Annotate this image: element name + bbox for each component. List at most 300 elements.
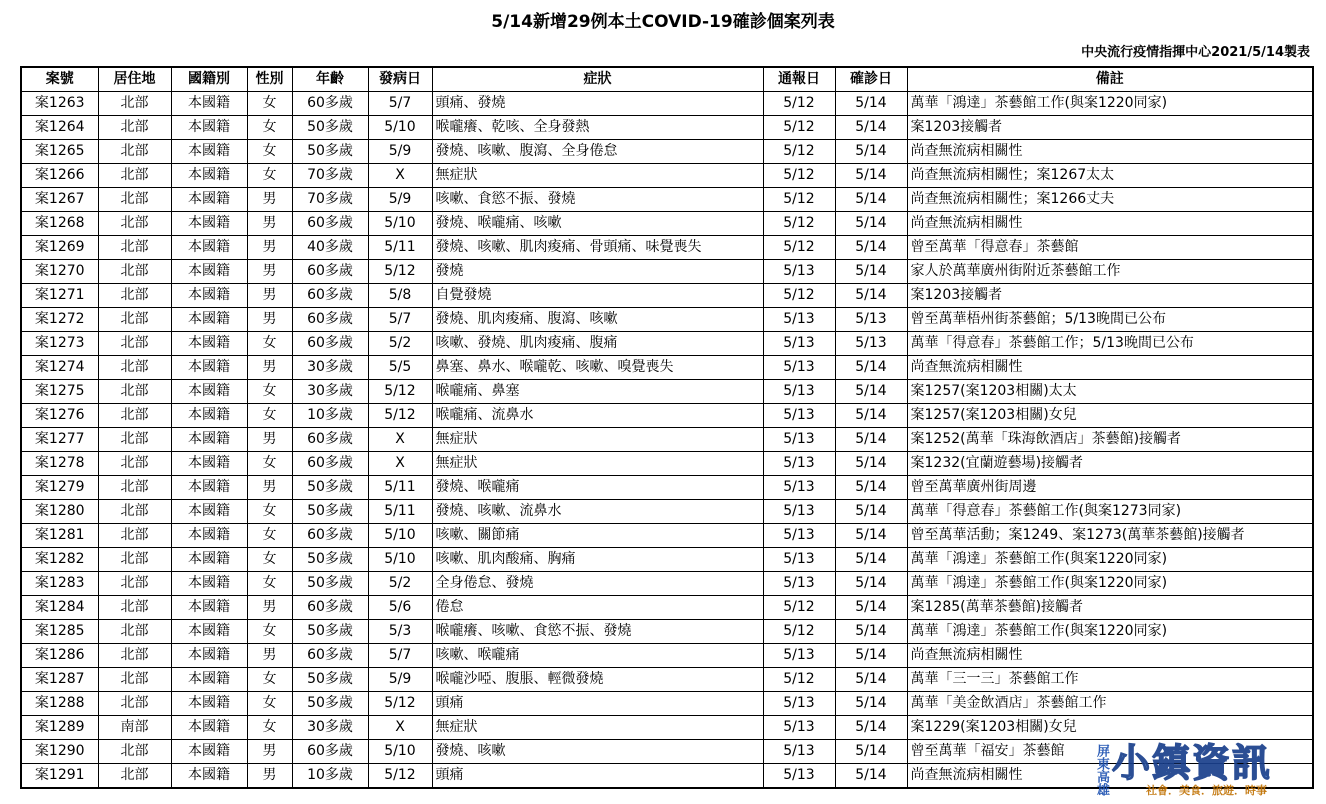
cell-report-date: 5/12 bbox=[763, 116, 835, 140]
cell-symptoms: 喉嚨痛、鼻塞 bbox=[432, 380, 763, 404]
cell-case-no: 案1289 bbox=[21, 716, 98, 740]
cell-remarks: 曾至萬華梧州街茶藝館；5/13晚間已公布 bbox=[907, 308, 1313, 332]
cell-remarks: 案1257(案1203相關)太太 bbox=[907, 380, 1313, 404]
table-row bbox=[21, 620, 1313, 644]
cell-confirm-date: 5/14 bbox=[835, 476, 907, 500]
cell-gender: 男 bbox=[247, 188, 292, 212]
cell-residence: 北部 bbox=[98, 644, 171, 668]
cell-gender: 女 bbox=[247, 404, 292, 428]
cell-gender: 男 bbox=[247, 260, 292, 284]
cell-gender: 男 bbox=[247, 644, 292, 668]
cell-nationality: 本國籍 bbox=[171, 188, 247, 212]
cell-residence: 南部 bbox=[98, 716, 171, 740]
cell-nationality: 本國籍 bbox=[171, 596, 247, 620]
cell-confirm-date: 5/14 bbox=[835, 428, 907, 452]
cell-nationality: 本國籍 bbox=[171, 644, 247, 668]
cell-nationality: 本國籍 bbox=[171, 260, 247, 284]
table-row bbox=[21, 428, 1313, 452]
cell-age: 60多歲 bbox=[292, 284, 368, 308]
cell-report-date: 5/12 bbox=[763, 668, 835, 692]
watermark-main-text: 小鎮資訊 bbox=[1112, 741, 1273, 785]
cell-gender: 女 bbox=[247, 572, 292, 596]
cell-report-date: 5/13 bbox=[763, 692, 835, 716]
cell-nationality: 本國籍 bbox=[171, 164, 247, 188]
cell-case-no: 案1279 bbox=[21, 476, 98, 500]
cell-age: 60多歲 bbox=[292, 212, 368, 236]
cell-onset-date: 5/12 bbox=[368, 380, 432, 404]
cell-onset-date: 5/12 bbox=[368, 260, 432, 284]
cell-symptoms: 發燒、咳嗽、流鼻水 bbox=[432, 500, 763, 524]
cell-confirm-date: 5/14 bbox=[835, 236, 907, 260]
cell-remarks: 尚查無流病相關性；案1267太太 bbox=[907, 164, 1313, 188]
cell-age: 50多歲 bbox=[292, 620, 368, 644]
cell-symptoms: 喉嚨沙啞、腹脹、輕微發燒 bbox=[432, 668, 763, 692]
cell-age: 10多歲 bbox=[292, 764, 368, 789]
cell-age: 30多歲 bbox=[292, 716, 368, 740]
cell-nationality: 本國籍 bbox=[171, 284, 247, 308]
cell-remarks: 案1229(案1203相關)女兒 bbox=[907, 716, 1313, 740]
cell-confirm-date: 5/14 bbox=[835, 740, 907, 764]
cell-confirm-date: 5/14 bbox=[835, 716, 907, 740]
cell-residence: 北部 bbox=[98, 668, 171, 692]
cell-gender: 女 bbox=[247, 92, 292, 116]
cell-age: 50多歲 bbox=[292, 548, 368, 572]
table-row bbox=[21, 284, 1313, 308]
cell-nationality: 本國籍 bbox=[171, 620, 247, 644]
header-onset-date: 發病日 bbox=[368, 67, 432, 92]
cell-age: 50多歲 bbox=[292, 476, 368, 500]
cell-gender: 女 bbox=[247, 332, 292, 356]
cell-remarks: 萬華「鴻達」茶藝館工作(與案1220同家) bbox=[907, 620, 1313, 644]
cell-case-no: 案1281 bbox=[21, 524, 98, 548]
cell-report-date: 5/13 bbox=[763, 308, 835, 332]
cell-remarks: 尚查無流病相關性 bbox=[907, 212, 1313, 236]
cell-confirm-date: 5/14 bbox=[835, 260, 907, 284]
cell-residence: 北部 bbox=[98, 140, 171, 164]
cell-case-no: 案1283 bbox=[21, 572, 98, 596]
cell-remarks: 萬華「得意春」茶藝館工作(與案1273同家) bbox=[907, 500, 1313, 524]
cell-report-date: 5/13 bbox=[763, 548, 835, 572]
cell-age: 10多歲 bbox=[292, 404, 368, 428]
cell-confirm-date: 5/14 bbox=[835, 380, 907, 404]
cell-case-no: 案1286 bbox=[21, 644, 98, 668]
cell-case-no: 案1274 bbox=[21, 356, 98, 380]
cell-onset-date: 5/10 bbox=[368, 524, 432, 548]
cell-symptoms: 發燒、肌肉痠痛、腹瀉、咳嗽 bbox=[432, 308, 763, 332]
cell-report-date: 5/12 bbox=[763, 140, 835, 164]
cell-age: 50多歲 bbox=[292, 140, 368, 164]
cell-residence: 北部 bbox=[98, 284, 171, 308]
cell-nationality: 本國籍 bbox=[171, 548, 247, 572]
cell-nationality: 本國籍 bbox=[171, 476, 247, 500]
table-row bbox=[21, 236, 1313, 260]
cell-onset-date: 5/10 bbox=[368, 548, 432, 572]
cell-report-date: 5/13 bbox=[763, 500, 835, 524]
cell-symptoms: 發燒、喉嚨痛、咳嗽 bbox=[432, 212, 763, 236]
cell-onset-date: 5/11 bbox=[368, 500, 432, 524]
cell-case-no: 案1272 bbox=[21, 308, 98, 332]
cell-residence: 北部 bbox=[98, 596, 171, 620]
cell-onset-date: 5/9 bbox=[368, 140, 432, 164]
cell-residence: 北部 bbox=[98, 236, 171, 260]
cell-report-date: 5/13 bbox=[763, 404, 835, 428]
cell-onset-date: 5/7 bbox=[368, 92, 432, 116]
cell-report-date: 5/12 bbox=[763, 188, 835, 212]
cell-residence: 北部 bbox=[98, 356, 171, 380]
cell-gender: 男 bbox=[247, 476, 292, 500]
cell-case-no: 案1269 bbox=[21, 236, 98, 260]
cell-age: 50多歲 bbox=[292, 572, 368, 596]
cell-residence: 北部 bbox=[98, 260, 171, 284]
cell-onset-date: 5/5 bbox=[368, 356, 432, 380]
cell-gender: 女 bbox=[247, 548, 292, 572]
cell-remarks: 曾至萬華「得意春」茶藝館 bbox=[907, 236, 1313, 260]
table-row bbox=[21, 500, 1313, 524]
cell-nationality: 本國籍 bbox=[171, 380, 247, 404]
cell-gender: 女 bbox=[247, 116, 292, 140]
table-row bbox=[21, 332, 1313, 356]
header-report-date: 通報日 bbox=[763, 67, 835, 92]
table-row bbox=[21, 476, 1313, 500]
cell-nationality: 本國籍 bbox=[171, 116, 247, 140]
cell-gender: 女 bbox=[247, 164, 292, 188]
cell-residence: 北部 bbox=[98, 524, 171, 548]
cell-nationality: 本國籍 bbox=[171, 308, 247, 332]
table-row bbox=[21, 140, 1313, 164]
table-row bbox=[21, 92, 1313, 116]
cell-age: 60多歲 bbox=[292, 524, 368, 548]
cell-remarks: 尚查無流病相關性 bbox=[907, 764, 1313, 789]
cell-residence: 北部 bbox=[98, 188, 171, 212]
cell-residence: 北部 bbox=[98, 332, 171, 356]
cell-confirm-date: 5/14 bbox=[835, 500, 907, 524]
table-row bbox=[21, 644, 1313, 668]
cell-residence: 北部 bbox=[98, 404, 171, 428]
cell-confirm-date: 5/14 bbox=[835, 140, 907, 164]
source-note: 中央流行疫情指揮中心2021/5/14製表 bbox=[1081, 45, 1310, 60]
cell-gender: 女 bbox=[247, 716, 292, 740]
cell-residence: 北部 bbox=[98, 572, 171, 596]
cell-residence: 北部 bbox=[98, 548, 171, 572]
cell-nationality: 本國籍 bbox=[171, 500, 247, 524]
header-age: 年齡 bbox=[292, 67, 368, 92]
table-row bbox=[21, 572, 1313, 596]
cell-case-no: 案1267 bbox=[21, 188, 98, 212]
cell-case-no: 案1276 bbox=[21, 404, 98, 428]
cell-remarks: 案1252(萬華「珠海飲酒店」茶藝館)接觸者 bbox=[907, 428, 1313, 452]
cell-symptoms: 無症狀 bbox=[432, 716, 763, 740]
cell-confirm-date: 5/14 bbox=[835, 284, 907, 308]
cell-symptoms: 無症狀 bbox=[432, 164, 763, 188]
cell-residence: 北部 bbox=[98, 764, 171, 789]
cell-residence: 北部 bbox=[98, 620, 171, 644]
cell-remarks: 萬華「三一三」茶藝館工作 bbox=[907, 668, 1313, 692]
cell-residence: 北部 bbox=[98, 380, 171, 404]
cell-gender: 女 bbox=[247, 452, 292, 476]
cell-symptoms: 全身倦怠、發燒 bbox=[432, 572, 763, 596]
table-row bbox=[21, 524, 1313, 548]
cell-report-date: 5/13 bbox=[763, 644, 835, 668]
cell-report-date: 5/13 bbox=[763, 716, 835, 740]
cell-remarks: 尚查無流病相關性 bbox=[907, 644, 1313, 668]
cell-report-date: 5/13 bbox=[763, 380, 835, 404]
cell-onset-date: X bbox=[368, 452, 432, 476]
cell-confirm-date: 5/14 bbox=[835, 572, 907, 596]
cell-case-no: 案1278 bbox=[21, 452, 98, 476]
cell-case-no: 案1265 bbox=[21, 140, 98, 164]
cell-age: 50多歲 bbox=[292, 692, 368, 716]
cell-onset-date: X bbox=[368, 164, 432, 188]
cell-report-date: 5/13 bbox=[763, 260, 835, 284]
cell-report-date: 5/12 bbox=[763, 596, 835, 620]
cell-remarks: 案1203接觸者 bbox=[907, 116, 1313, 140]
cell-case-no: 案1282 bbox=[21, 548, 98, 572]
cell-nationality: 本國籍 bbox=[171, 140, 247, 164]
cell-age: 60多歲 bbox=[292, 428, 368, 452]
cell-gender: 女 bbox=[247, 140, 292, 164]
cell-residence: 北部 bbox=[98, 116, 171, 140]
cell-report-date: 5/12 bbox=[763, 164, 835, 188]
cell-gender: 男 bbox=[247, 212, 292, 236]
cell-confirm-date: 5/14 bbox=[835, 644, 907, 668]
cell-residence: 北部 bbox=[98, 92, 171, 116]
cell-nationality: 本國籍 bbox=[171, 452, 247, 476]
cell-case-no: 案1268 bbox=[21, 212, 98, 236]
cell-residence: 北部 bbox=[98, 212, 171, 236]
cell-nationality: 本國籍 bbox=[171, 668, 247, 692]
cell-age: 30多歲 bbox=[292, 380, 368, 404]
cell-remarks: 萬華「得意春」茶藝館工作；5/13晚間已公布 bbox=[907, 332, 1313, 356]
cell-onset-date: 5/11 bbox=[368, 476, 432, 500]
cell-symptoms: 發燒 bbox=[432, 260, 763, 284]
cell-confirm-date: 5/14 bbox=[835, 524, 907, 548]
cell-symptoms: 頭痛、發燒 bbox=[432, 92, 763, 116]
cell-gender: 男 bbox=[247, 596, 292, 620]
cell-symptoms: 發燒、咳嗽、腹瀉、全身倦怠 bbox=[432, 140, 763, 164]
cell-nationality: 本國籍 bbox=[171, 692, 247, 716]
cell-report-date: 5/12 bbox=[763, 284, 835, 308]
cell-case-no: 案1284 bbox=[21, 596, 98, 620]
cell-report-date: 5/13 bbox=[763, 524, 835, 548]
watermark-logo bbox=[1082, 742, 1312, 800]
cell-onset-date: 5/7 bbox=[368, 644, 432, 668]
table-row bbox=[21, 164, 1313, 188]
cell-remarks: 萬華「美金飲酒店」茶藝館工作 bbox=[907, 692, 1313, 716]
cell-case-no: 案1290 bbox=[21, 740, 98, 764]
cell-confirm-date: 5/14 bbox=[835, 212, 907, 236]
watermark-side-text: 屏東高雄 bbox=[1094, 744, 1109, 796]
cell-case-no: 案1270 bbox=[21, 260, 98, 284]
table-row bbox=[21, 116, 1313, 140]
cell-age: 60多歲 bbox=[292, 452, 368, 476]
cell-symptoms: 頭痛 bbox=[432, 764, 763, 789]
cell-remarks: 尚查無流病相關性 bbox=[907, 356, 1313, 380]
cell-nationality: 本國籍 bbox=[171, 716, 247, 740]
cell-onset-date: 5/10 bbox=[368, 116, 432, 140]
cell-onset-date: 5/12 bbox=[368, 764, 432, 789]
cell-case-no: 案1263 bbox=[21, 92, 98, 116]
cell-gender: 女 bbox=[247, 524, 292, 548]
cell-confirm-date: 5/14 bbox=[835, 692, 907, 716]
cell-age: 60多歲 bbox=[292, 308, 368, 332]
table-row bbox=[21, 188, 1313, 212]
cell-remarks: 曾至萬華廣州街周邊 bbox=[907, 476, 1313, 500]
cell-age: 70多歲 bbox=[292, 164, 368, 188]
cell-nationality: 本國籍 bbox=[171, 212, 247, 236]
cell-gender: 男 bbox=[247, 284, 292, 308]
cell-confirm-date: 5/14 bbox=[835, 548, 907, 572]
table-row bbox=[21, 716, 1313, 740]
page-title: 5/14新增29例本土COVID-19確診個案列表 bbox=[491, 12, 835, 32]
cell-remarks: 尚查無流病相關性；案1266丈夫 bbox=[907, 188, 1313, 212]
cell-onset-date: 5/3 bbox=[368, 620, 432, 644]
cell-remarks: 案1203接觸者 bbox=[907, 284, 1313, 308]
cell-report-date: 5/13 bbox=[763, 476, 835, 500]
cell-gender: 男 bbox=[247, 428, 292, 452]
cell-case-no: 案1275 bbox=[21, 380, 98, 404]
cell-gender: 女 bbox=[247, 620, 292, 644]
cell-case-no: 案1264 bbox=[21, 116, 98, 140]
table-row bbox=[21, 668, 1313, 692]
cell-onset-date: 5/8 bbox=[368, 284, 432, 308]
cell-symptoms: 咳嗽、發燒、肌肉痠痛、腹痛 bbox=[432, 332, 763, 356]
header-residence: 居住地 bbox=[98, 67, 171, 92]
cell-onset-date: 5/2 bbox=[368, 572, 432, 596]
cell-confirm-date: 5/14 bbox=[835, 764, 907, 789]
cell-confirm-date: 5/14 bbox=[835, 452, 907, 476]
cell-symptoms: 咳嗽、喉嚨痛 bbox=[432, 644, 763, 668]
table-row bbox=[21, 692, 1313, 716]
cell-age: 70多歲 bbox=[292, 188, 368, 212]
cell-nationality: 本國籍 bbox=[171, 572, 247, 596]
cell-symptoms: 頭痛 bbox=[432, 692, 763, 716]
cell-gender: 女 bbox=[247, 380, 292, 404]
cell-gender: 男 bbox=[247, 764, 292, 789]
cell-report-date: 5/12 bbox=[763, 212, 835, 236]
cell-onset-date: X bbox=[368, 716, 432, 740]
cell-onset-date: 5/9 bbox=[368, 668, 432, 692]
cell-nationality: 本國籍 bbox=[171, 356, 247, 380]
cell-gender: 男 bbox=[247, 740, 292, 764]
cell-residence: 北部 bbox=[98, 308, 171, 332]
cell-age: 50多歲 bbox=[292, 116, 368, 140]
table-header-row bbox=[21, 67, 1313, 92]
cell-symptoms: 發燒、喉嚨痛 bbox=[432, 476, 763, 500]
cell-symptoms: 喉嚨癢、咳嗽、食慾不振、發燒 bbox=[432, 620, 763, 644]
cell-symptoms: 發燒、咳嗽 bbox=[432, 740, 763, 764]
cell-onset-date: 5/12 bbox=[368, 404, 432, 428]
cell-gender: 男 bbox=[247, 356, 292, 380]
cell-onset-date: 5/11 bbox=[368, 236, 432, 260]
table-row bbox=[21, 260, 1313, 284]
cell-confirm-date: 5/14 bbox=[835, 116, 907, 140]
cell-gender: 男 bbox=[247, 308, 292, 332]
cell-symptoms: 咳嗽、關節痛 bbox=[432, 524, 763, 548]
cell-report-date: 5/13 bbox=[763, 428, 835, 452]
cell-onset-date: 5/12 bbox=[368, 692, 432, 716]
cell-report-date: 5/13 bbox=[763, 356, 835, 380]
cell-report-date: 5/13 bbox=[763, 764, 835, 789]
cell-case-no: 案1287 bbox=[21, 668, 98, 692]
cell-age: 40多歲 bbox=[292, 236, 368, 260]
cell-nationality: 本國籍 bbox=[171, 524, 247, 548]
table-row bbox=[21, 212, 1313, 236]
cell-symptoms: 咳嗽、食慾不振、發燒 bbox=[432, 188, 763, 212]
cell-confirm-date: 5/14 bbox=[835, 668, 907, 692]
header-nationality: 國籍別 bbox=[171, 67, 247, 92]
cell-symptoms: 喉嚨痛、流鼻水 bbox=[432, 404, 763, 428]
cell-symptoms: 自覺發燒 bbox=[432, 284, 763, 308]
cell-case-no: 案1271 bbox=[21, 284, 98, 308]
cell-confirm-date: 5/14 bbox=[835, 92, 907, 116]
cell-symptoms: 發燒、咳嗽、肌肉痠痛、骨頭痛、味覺喪失 bbox=[432, 236, 763, 260]
cell-residence: 北部 bbox=[98, 164, 171, 188]
header-confirm-date: 確診日 bbox=[835, 67, 907, 92]
cell-confirm-date: 5/14 bbox=[835, 188, 907, 212]
cell-age: 50多歲 bbox=[292, 668, 368, 692]
table-row bbox=[21, 596, 1313, 620]
cell-case-no: 案1291 bbox=[21, 764, 98, 789]
cell-onset-date: 5/9 bbox=[368, 188, 432, 212]
cell-onset-date: 5/6 bbox=[368, 596, 432, 620]
cell-report-date: 5/13 bbox=[763, 740, 835, 764]
cell-gender: 女 bbox=[247, 692, 292, 716]
cell-remarks: 萬華「鴻達」茶藝館工作(與案1220同家) bbox=[907, 92, 1313, 116]
cell-report-date: 5/13 bbox=[763, 452, 835, 476]
cell-residence: 北部 bbox=[98, 476, 171, 500]
header-symptoms: 症狀 bbox=[432, 67, 763, 92]
cell-symptoms: 喉嚨癢、乾咳、全身發熱 bbox=[432, 116, 763, 140]
cell-residence: 北部 bbox=[98, 740, 171, 764]
table-row bbox=[21, 548, 1313, 572]
cell-age: 60多歲 bbox=[292, 260, 368, 284]
table-row bbox=[21, 356, 1313, 380]
cell-gender: 男 bbox=[247, 236, 292, 260]
cell-symptoms: 無症狀 bbox=[432, 452, 763, 476]
cell-confirm-date: 5/14 bbox=[835, 356, 907, 380]
cell-residence: 北部 bbox=[98, 692, 171, 716]
cell-case-no: 案1288 bbox=[21, 692, 98, 716]
cell-confirm-date: 5/13 bbox=[835, 308, 907, 332]
table-row bbox=[21, 404, 1313, 428]
table-row bbox=[21, 452, 1313, 476]
cell-age: 60多歲 bbox=[292, 332, 368, 356]
cell-confirm-date: 5/14 bbox=[835, 596, 907, 620]
cell-confirm-date: 5/14 bbox=[835, 164, 907, 188]
cell-nationality: 本國籍 bbox=[171, 740, 247, 764]
cell-confirm-date: 5/14 bbox=[835, 620, 907, 644]
table-row bbox=[21, 308, 1313, 332]
watermark-sub-text: 社會．美食．旅遊．時事 bbox=[1146, 784, 1267, 797]
cell-residence: 北部 bbox=[98, 452, 171, 476]
cell-onset-date: 5/2 bbox=[368, 332, 432, 356]
cell-onset-date: X bbox=[368, 428, 432, 452]
cell-age: 30多歲 bbox=[292, 356, 368, 380]
cell-remarks: 曾至萬華「福安」茶藝館 bbox=[907, 740, 1313, 764]
cell-nationality: 本國籍 bbox=[171, 236, 247, 260]
cell-nationality: 本國籍 bbox=[171, 764, 247, 789]
cell-remarks: 曾至萬華活動；案1249、案1273(萬華茶藝館)接觸者 bbox=[907, 524, 1313, 548]
table-row bbox=[21, 380, 1313, 404]
cell-residence: 北部 bbox=[98, 428, 171, 452]
cell-age: 60多歲 bbox=[292, 596, 368, 620]
cell-case-no: 案1277 bbox=[21, 428, 98, 452]
cell-case-no: 案1285 bbox=[21, 620, 98, 644]
cell-onset-date: 5/10 bbox=[368, 740, 432, 764]
cell-nationality: 本國籍 bbox=[171, 428, 247, 452]
cell-onset-date: 5/7 bbox=[368, 308, 432, 332]
cell-nationality: 本國籍 bbox=[171, 404, 247, 428]
